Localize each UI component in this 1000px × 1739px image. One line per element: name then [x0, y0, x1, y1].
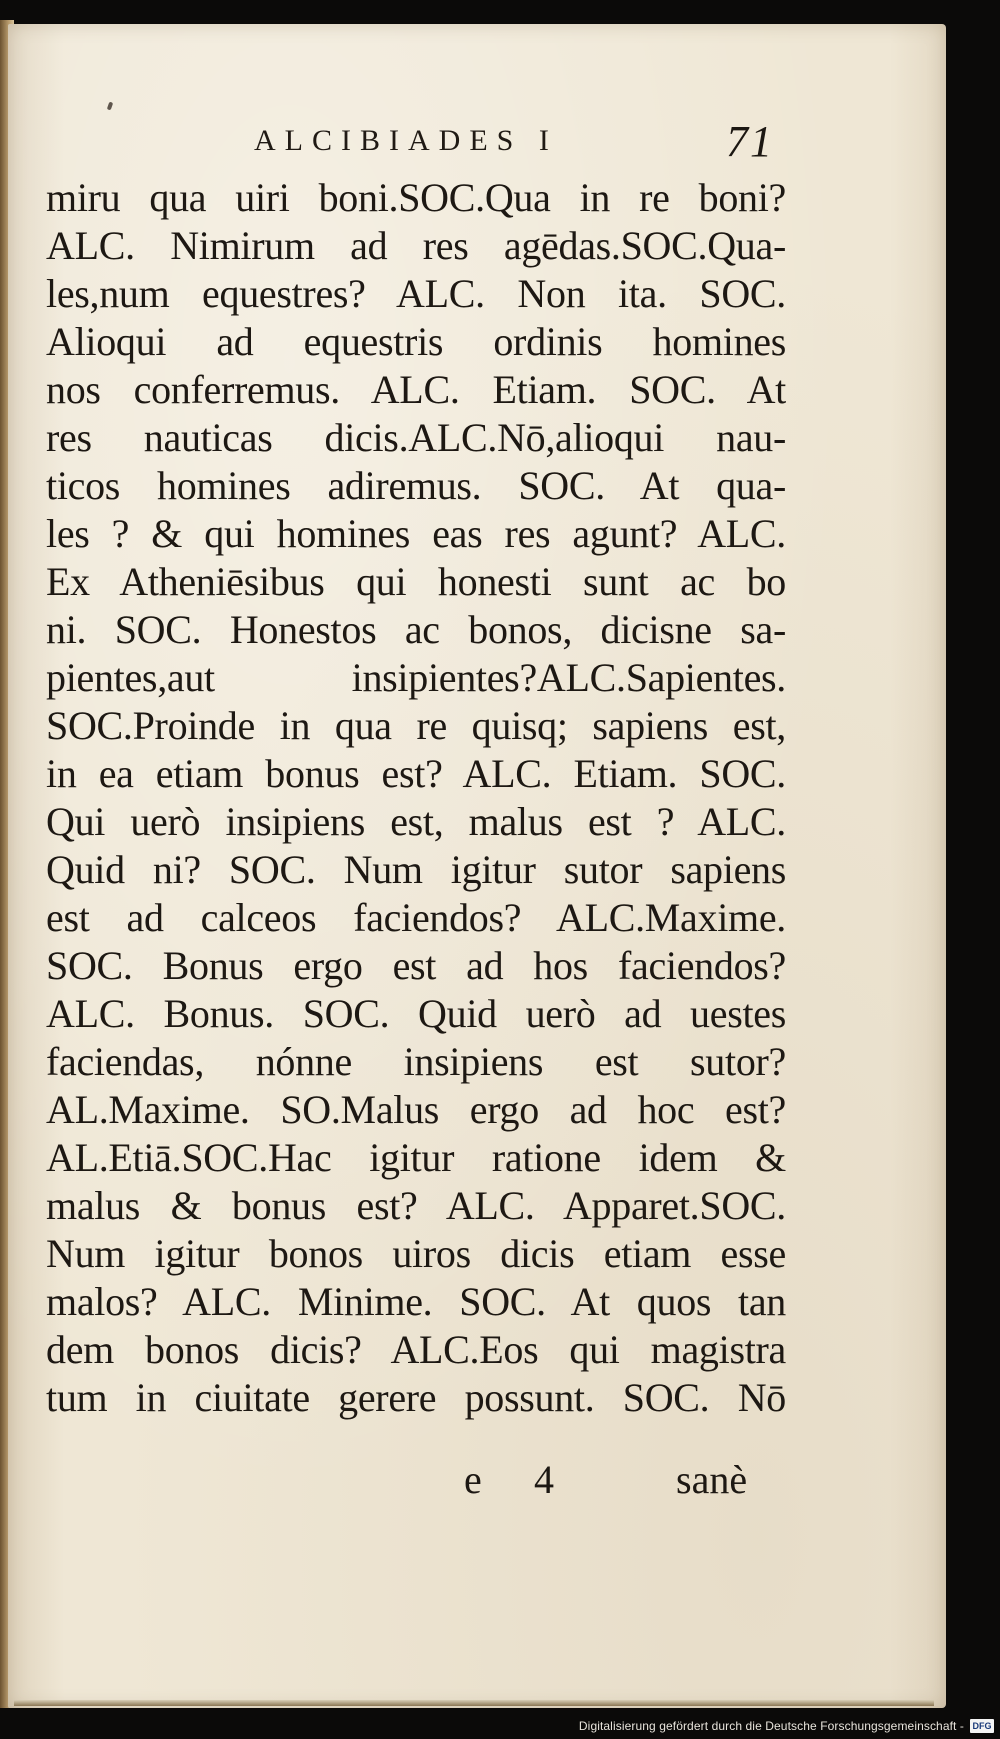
- dfg-logo: DFG: [970, 1719, 994, 1733]
- text-line: Alioqui ad equestris ordinis homines: [46, 319, 786, 364]
- signature-mark: e: [464, 1457, 482, 1502]
- text-line: AL.Etiā.SOC.Hac igitur ratione idem &: [46, 1135, 786, 1180]
- digitization-footer: [579, 1715, 994, 1737]
- text-line: faciendas, nónne insipiens est sutor?: [46, 1039, 786, 1084]
- text-line: Ex Atheniēsibus qui honesti sunt ac bo: [46, 559, 786, 604]
- text-line: in ea etiam bonus est? ALC. Etiam. SOC.: [46, 751, 786, 796]
- text-line: AL.Maxime. SO.Malus ergo ad hoc est?: [46, 1087, 786, 1132]
- body-text: [46, 174, 786, 1422]
- digitization-credit: Digitalisierung gefördert durch die Deutsche Forschungsgemeinschaft -: [578, 1719, 964, 1733]
- page-number: 71: [726, 117, 774, 166]
- text-line: Quid ni? SOC. Num igitur sutor sapiens: [46, 847, 786, 892]
- text-line: malos? ALC. Minime. SOC. At quos tan: [46, 1279, 786, 1324]
- text-line: SOC.Proinde in qua re quisq; sapiens est,: [46, 703, 786, 748]
- running-head: [8, 117, 946, 170]
- text-line: miru qua uiri boni.SOC.Qua in re boni?: [46, 175, 786, 220]
- book-page: [8, 24, 946, 1708]
- text-line: nos conferremus. ALC. Etiam. SOC. At: [46, 367, 786, 412]
- text-line: dem bonos dicis? ALC.Eos qui magistra: [46, 1327, 786, 1372]
- text-line: Num igitur bonos uiros dicis etiam esse: [46, 1231, 786, 1276]
- ink-speck: [107, 102, 113, 111]
- text-line: les ? & qui homines eas res agunt? ALC.: [46, 511, 786, 556]
- signature-number: 4: [534, 1457, 554, 1502]
- running-head-title: ALCIBIADES I: [254, 124, 558, 157]
- text-line: tum in ciuitate gerere possunt. SOC. Nō: [46, 1375, 786, 1420]
- text-line: Qui uerò insipiens est, malus est ? ALC.: [46, 799, 786, 844]
- signature-line: [46, 1456, 786, 1510]
- text-line: pientes,aut insipientes?ALC.Sapientes.: [46, 655, 786, 700]
- text-line: malus & bonus est? ALC. Apparet.SOC.: [46, 1183, 786, 1228]
- page-bottom-edge: [14, 1700, 934, 1706]
- text-line: ticos homines adiremus. SOC. At qua-: [46, 463, 786, 508]
- text-line: les,num equestres? ALC. Non ita. SOC.: [46, 271, 786, 316]
- text-line: res nauticas dicis.ALC.Nō,alioqui nau-: [46, 415, 786, 460]
- catchword: sanè: [676, 1457, 748, 1502]
- text-line: ALC. Bonus. SOC. Quid uerò ad uestes: [46, 991, 786, 1036]
- text-line: est ad calceos faciendos? ALC.Maxime.: [46, 895, 786, 940]
- text-line: ALC. Nimirum ad res agēdas.SOC.Qua-: [46, 223, 786, 268]
- text-line: ni. SOC. Honestos ac bonos, dicisne sa-: [46, 607, 786, 652]
- text-line: SOC. Bonus ergo est ad hos faciendos?: [46, 943, 786, 988]
